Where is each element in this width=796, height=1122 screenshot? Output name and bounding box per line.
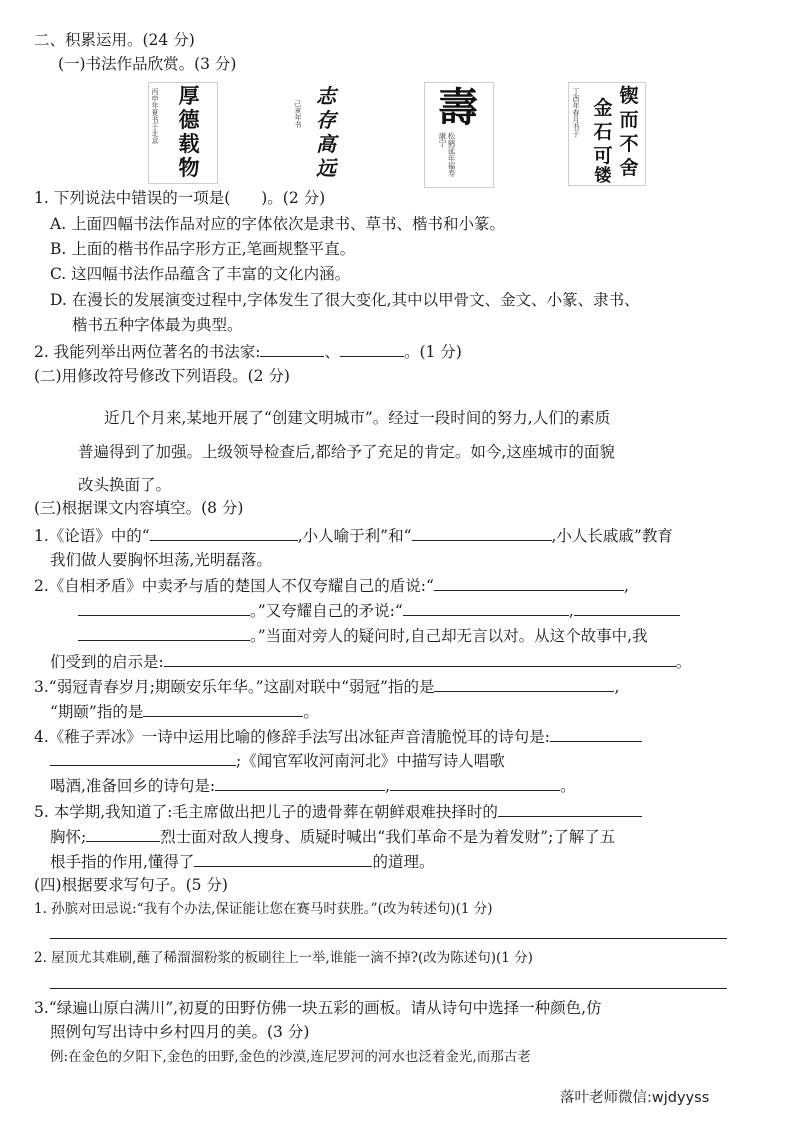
q1-option-b: B. 上面的楷书作品字形方正,笔画规整平直。 — [50, 240, 356, 258]
artwork-char: 厚 — [178, 83, 200, 108]
answer-blank[interactable] — [412, 523, 552, 541]
q1-option-d-line2: 楷书五种字体最为典型。 — [72, 316, 243, 334]
part3-heading: (三)根据课文内容填空。(8 分) — [34, 499, 244, 517]
answer-blank[interactable] — [164, 649, 676, 667]
answer-line[interactable] — [50, 938, 727, 939]
answer-blank[interactable] — [50, 748, 236, 766]
q1-option-c: C. 这四幅书法作品蕴含了丰富的文化内涵。 — [50, 265, 351, 283]
part4-heading: (四)根据要求写句子。(5 分) — [34, 876, 228, 894]
answer-blank[interactable] — [86, 824, 160, 842]
answer-line[interactable] — [50, 988, 727, 989]
calligraphy-artwork-clerical — [148, 82, 218, 184]
artwork-char: 高 — [316, 132, 336, 156]
answer-blank[interactable] — [215, 773, 385, 791]
answer-blank[interactable] — [403, 598, 569, 616]
answer-blank[interactable] — [78, 623, 250, 641]
artwork-char: 志 — [316, 84, 336, 108]
paragraph-line: 改头换面了。 — [78, 476, 172, 494]
artwork-inscription: 丁酉年春月书于 — [572, 88, 580, 137]
artwork-char: 远 — [316, 156, 336, 180]
part3-q2-line1: 2.《自相矛盾》中卖矛与盾的楚国人不仅夸耀自己的盾说:“ , — [34, 573, 629, 597]
part2-heading: (二)用修改符号修改下列语段。(2 分) — [34, 367, 290, 385]
answer-blank[interactable] — [143, 699, 303, 717]
artwork-char: 物 — [178, 155, 200, 180]
artwork-char: 镂 — [594, 166, 612, 186]
artwork-char: 壽 — [438, 84, 478, 131]
part3-q1-line2: 我们做人要胸怀坦荡,光明磊落。 — [50, 551, 272, 569]
answer-blank[interactable] — [340, 339, 404, 357]
artwork-char: 锲 — [619, 85, 639, 107]
part1-q1-stem: 1. 下列说法中错误的一项是( )。(2 分) — [34, 189, 326, 207]
artwork-char: 金 — [593, 97, 613, 119]
answer-blank[interactable] — [390, 773, 560, 791]
paragraph-line: 普遍得到了加强。上级领导检查后,都给予了充足的肯定。如今,这座城市的面貌 — [78, 443, 615, 461]
part4-q1: 1. 孙膑对田忌说:“我有个办法,保证能让您在赛马时获胜。”(改为转述句)(1 分) — [34, 901, 493, 917]
part1-heading: (一)书法作品欣赏。(3 分) — [58, 55, 237, 73]
part3-q2-line4: 们受到的启示是: 。 — [50, 649, 691, 673]
answer-blank[interactable] — [260, 339, 324, 357]
answer-blank[interactable] — [574, 598, 680, 616]
part3-q2-line2: 。”又夸耀自己的矛说:“ , — [78, 598, 680, 622]
artwork-char: 德 — [178, 107, 200, 132]
answer-blank[interactable] — [434, 573, 624, 591]
answer-blank[interactable] — [194, 849, 372, 867]
answer-blank[interactable] — [498, 799, 642, 817]
artwork-char: 存 — [316, 108, 336, 132]
artwork-char: 可 — [593, 145, 613, 167]
part3-q1-line1: 1.《论语》中的“ ,小人喻于利”和“ ,小人长戚戚”教育 — [34, 523, 673, 547]
paragraph-line: 近几个月来,某地开展了“创建文明城市”。经过一段时间的努力,人们的素质 — [104, 409, 611, 427]
q1-option-a: A. 上面四幅书法作品对应的字体依次是隶书、草书、楷书和小篆。 — [50, 215, 506, 233]
part4-example: 例:在金色的夕阳下,金色的田野,金色的沙漠,连尼罗河的河水也泛着金光,而那古老 — [50, 1049, 531, 1065]
part3-q4-line3: 喝酒,准备回乡的诗句是: , 。 — [50, 773, 576, 797]
artwork-char: 石 — [593, 121, 613, 143]
artwork-char: 舍 — [619, 157, 639, 179]
calligraphy-artwork-cursive — [290, 82, 352, 184]
artwork-char: 载 — [178, 131, 200, 156]
part3-q5-line1: 5. 本学期,我知道了:毛主席做出把儿子的遗骨葬在朝鲜艰难抉择时的 — [34, 799, 642, 823]
answer-blank[interactable] — [434, 674, 614, 692]
artwork-inscription: 己亥年书 — [294, 100, 302, 128]
part3-q3-line1: 3.“弱冠青春岁月;期颐安乐年华。”这副对联中“弱冠”指的是 , — [34, 674, 619, 698]
part4-q2: 2. 屋顶尤其难刷,蘸了稀溜溜粉浆的板刷往上一举,谁能一滴不掉?(改为陈述句)(1 分) — [34, 950, 533, 966]
part4-q3-line1: 3.“绿遍山原白满川”,初夏的田野仿佛一块五彩的画板。请从诗句中选择一种颜色,仿 — [34, 999, 602, 1017]
artwork-char: 而 — [619, 109, 639, 131]
q1-option-d-line1: D. 在漫长的发展演变过程中,字体发生了很大变化,其中以甲骨文、金文、小篆、隶书、 — [50, 291, 640, 309]
part3-q5-line2: 胸怀; 烈士面对敌人搜身、质疑时喊出“我们革命不是为着发财”;了解了五 — [50, 824, 615, 848]
section-heading: 二、积累运用。(24 分) — [34, 31, 195, 49]
part3-q4-line2: ;《闻官军收河南河北》中描写诗人唱歌 — [50, 748, 505, 772]
artwork-char: 不 — [619, 133, 639, 155]
answer-blank[interactable] — [150, 523, 298, 541]
part3-q4-line1: 4.《稚子弄冰》一诗中运用比喻的修辞手法写出冰钲声音清脆悦耳的诗句是: — [34, 724, 642, 748]
footer-watermark: 落叶老师微信:wjdyyss — [560, 1090, 710, 1106]
part3-q5-line3: 根手指的作用,懂得了 的道理。 — [50, 849, 434, 873]
artwork-inscription: 松鹤延年福寿康宁 — [438, 132, 456, 177]
part3-q2-line3: 。”当面对旁人的疑问时,自己却无言以对。从这个故事中,我 — [78, 623, 648, 647]
calligraphy-artwork-regular — [424, 82, 494, 188]
answer-blank[interactable] — [550, 724, 642, 742]
calligraphy-artwork-seal — [568, 82, 646, 186]
answer-blank[interactable] — [78, 598, 250, 616]
part4-q3-line2: 照例句写出诗中乡村四月的美。(3 分) — [50, 1023, 310, 1041]
artwork-inscription: 丙申年夏书于北京 — [151, 88, 159, 144]
part1-q2: 2. 我能列举出两位著名的书法家: 、 。(1 分) — [34, 339, 462, 363]
part3-q3-line2: “期颐”指的是 。 — [50, 699, 319, 723]
